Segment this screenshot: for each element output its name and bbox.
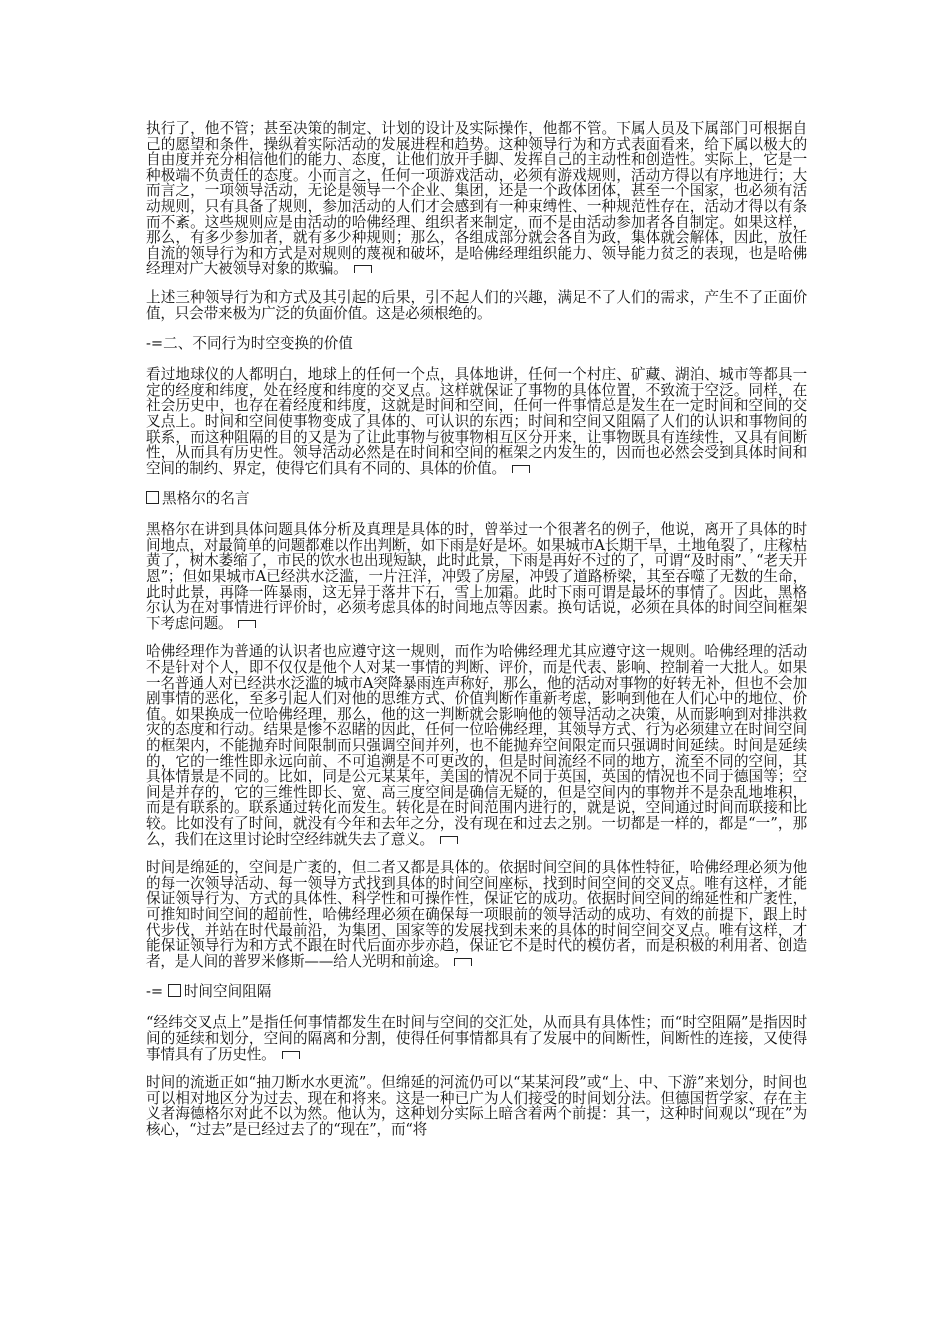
heading-prefix: -=	[146, 335, 164, 353]
subheading-hegel	[146, 491, 807, 507]
paragraph-end-mark-icon	[238, 620, 256, 628]
checkbox-square-icon	[168, 984, 181, 997]
paragraph-hegel	[146, 522, 807, 631]
paragraph-harvard-manager	[146, 644, 807, 847]
paragraph-end-mark-icon	[354, 265, 372, 273]
paragraph-end-mark-icon	[282, 1051, 300, 1059]
section-heading-2	[146, 336, 807, 352]
heading-prefix: -=	[146, 983, 164, 1001]
paragraph-intersection	[146, 1015, 807, 1062]
paragraph-end-mark-icon	[512, 465, 530, 473]
document-page	[146, 121, 807, 1137]
heading-text: 二、不同行为时空变换的价值	[163, 335, 353, 353]
paragraph-text: 黑格尔在讲到具体问题具体分析及真理是具体的时，曾举过一个很著名的例子，他说，离开了具体的时间地点，对最简单的问题都难以作出判断，如下雨是好是坏。如果城市A长期干旱，土地龟裂了，庄稼枯黄了，树木萎缩了，市民的饮水也出现短缺，此时此景，下雨是再好不过的了，可谓“及时雨”、“老天开恩”；但如果城市A已经洪水泛滥，一片汪洋，冲毁了房屋，冲毁了道路桥梁，其至吞噬了无数的生命，此时此景，再降一阵暴雨，这无异于落井下石，雪上加霜。此时下雨可谓是最坏的事情了。因此，黑格尔认为在对事情进行评价时，必须考虑具体的时间地点等因素。换句话说，必须在具体的时间空间框架下考虑问题。	[146, 521, 807, 632]
heading-text: 时间空间阻隔	[183, 983, 272, 1001]
paragraph-laissez-faire	[146, 121, 807, 277]
paragraph-summary	[146, 290, 807, 321]
subheading-time-space-barrier	[146, 984, 807, 1000]
checkbox-square-icon	[146, 491, 159, 504]
paragraph-time-space	[146, 860, 807, 969]
paragraph-text: “经纬交叉点上”是指任何事情都发生在时间与空间的交汇处，从而具有具体性；而“时空阻隔”是指因时间的延续和划分，空间的隔离和分割，使得任何事情都具有了发展中的间断性，间断性的连接，又使得事情具有了历史性。	[146, 1014, 807, 1063]
paragraph-text: 哈佛经理作为普通的认识者也应遵守这一规则，而作为哈佛经理尤其应遵守这一规则。哈佛经理的活动不是针对个人，即不仅仅是他个人对某一事情的判断、评价，而是代表、影响、控制着一大批人。如果一名普通人对已经洪水泛滥的城市A突降暴雨连声称好，那么，他的活动对事物的好转无补，但也不会加剧事情的恶化，至多引起人们对他的思维方式、价值判断作重新考虑，影响到他在人们心中的地位、价值。如果换成一位哈佛经理，那么，他的这一判断就会影响他的领导活动之决策，从而影响到对排洪救灾的态度和行动。结果是惨不忍睹的因此，任何一位哈佛经理，其领导方式、行为必须建立在时间空间的框架内，不能抛弃时间限制而只强调空间并列，也不能抛弃空间限定而只强调时间延续。时间是延续的，它的一维性即永远向前、不可追溯是不可更改的，但是时间流经不同的地方，流至不同的空间，其具体情景是不同的。比如，同是公元某某年，美国的情况不同于英国，英国的情况也不同于德国等；空间是并存的，它的三维性即长、宽、高三度空间是确信无疑的，但是空间内的事物并不是杂乱地堆积，而是有联系的。联系通过转化而发生。转化是在时间范围内进行的，就是说，空间通过时间而联接和比较。比如没有了时间，就没有今年和去年之分，没有现在和过去之别。一切都是一样的，都是“一”，那么，我们在这里讨论时空经纬就失去了意义。	[146, 643, 807, 848]
heading-text: 黑格尔的名言	[162, 490, 250, 508]
paragraph-globe	[146, 367, 807, 476]
paragraph-text: 时间的流逝正如“抽刀断水水更流”。但绵延的河流仍可以“某某河段”或“上、中、下游”来划分，时间也可以相对地区分为过去、现在和将来。这是一种已广为人们接受的时间划分法。但德国哲学家、存在主义者海德格尔对此不以为然。他认为，这种划分实际上暗含着两个前提：其一，这种时间观以“现在”为核心，“过去”是已经过去了的“现在”，而“将	[146, 1074, 807, 1138]
paragraph-text: 时间是绵延的，空间是广袤的，但二者又都是具体的。依据时间空间的具体性特征，哈佛经理必须为他的每一次领导活动、每一领导方式找到具体的时间空间座标，找到时间空间的交叉点。唯有这样，才能保证领导行为、方式的具体性、科学性和可操作性，保证它的成功。依据时间空间的绵延性和广袤性，可推知时间空间的超前性，哈佛经理必须在确保每一项眼前的领导活动的成功、有效的前提下，跟上时代步伐，并站在时代最前沿，为集团、国家等的发展找到未来的具体的时间空间交叉点。唯有这样，才能保证领导行为和方式不跟在时代后面亦步亦趋，保证它不是时代的模仿者，而是积极的利用者、创造者，是人间的普罗米修斯——给人光明和前途。	[146, 859, 807, 970]
paragraph-end-mark-icon	[454, 958, 472, 966]
paragraph-flow-of-time	[146, 1075, 807, 1137]
paragraph-text: 执行了，他不管；甚至决策的制定、计划的设计及实际操作，他都不管。下属人员及下属部门可根据自己的愿望和条件，操纵着实际活动的发展进程和趋势。这种领导行为和方式表面看来，给下属以极大的自由度并充分相信他们的能力、态度，让他们放开手脚、发挥自己的主动性和创造性。实际上，它是一种极端不负责任的态度。小而言之，任何一项游戏活动，必须有游戏规则，活动方得以有序地进行；大而言之，一项领导活动，无论是领导一个企业、集团，还是一个政体团体，甚至一个国家，也必须有活动规则，只有具备了规则，参加活动的人们才会感到有一种束缚性、一种规范性存在，活动才得以有条而不紊。这些规则应是由活动的哈佛经理、组织者来制定，而不是由活动参加者各自制定。如果这样，那么，有多少参加者，就有多少种规则；那么，各组成部分就会各自为政，集体就会解体，因此，放任自流的领导行为和方式是对规则的蔑视和破坏，是哈佛经理组织能力、领导能力贫乏的表现，也是哈佛经理对广大被领导对象的欺骗。	[146, 120, 807, 278]
paragraph-text: 上述三种领导行为和方式及其引起的后果，引不起人们的兴趣，满足不了人们的需求，产生不了正面价值，只会带来极为广泛的负面价值。这是必须根绝的。	[146, 288, 807, 322]
paragraph-end-mark-icon	[440, 836, 458, 844]
paragraph-text: 看过地球仪的人都明白，地球上的任何一个点，具体地讲，任何一个村庄、矿藏、湖泊、城市等都具一定的经度和纬度，处在经度和纬度的交叉点。这样就保证了事物的具体位置，不致流于空泛。同样，在社会历史中，也存在着经度和纬度，这就是时间和空间，任何一件事情总是发生在一定时间和空间的交叉点上。时间和空间使事物变成了具体的、可认识的东西；时间和空间又阻隔了人们的认识和事物间的联系，而这种阻隔的目的又是为了让此事物与彼事物相互区分开来，让事物既具有连续性，又具有间断性，从而具有历史性。领导活动必然是在时间和空间的框架之内发生的，因而也必然会受到具体时间和空间的制约、界定，使得它们具有不同的、具体的价值。	[146, 366, 807, 477]
